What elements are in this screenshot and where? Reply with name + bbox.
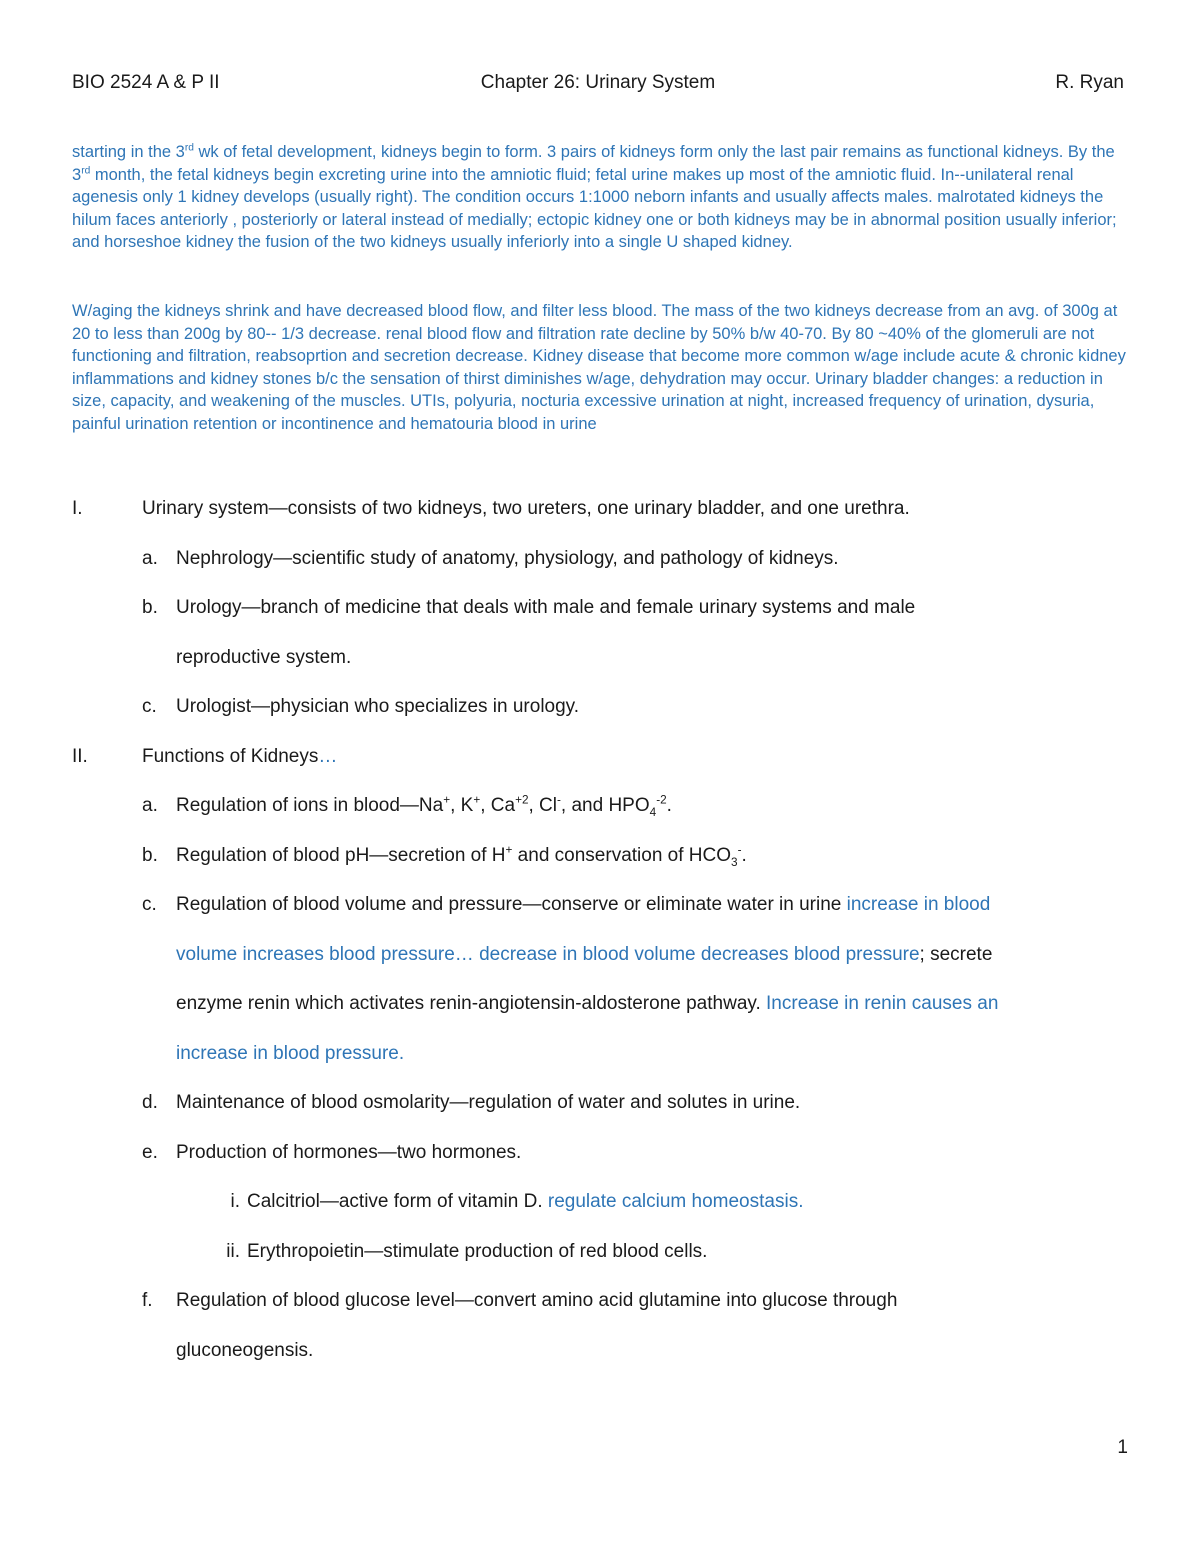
item-ion-regulation [72, 795, 1132, 845]
subitem-marker: ii. [226, 1240, 240, 1262]
item-text: gluconeogensis. [176, 1339, 314, 1361]
course-label: BIO 2524 A & P II [72, 72, 220, 93]
item-urology [72, 597, 1132, 647]
item-blood-volume-line4 [72, 1043, 1132, 1093]
item-marker: c. [142, 696, 157, 717]
subitem-calcitriol [72, 1191, 1132, 1241]
item-marker: c. [142, 894, 157, 915]
section-text: Functions of Kidneys… [142, 745, 338, 767]
item-marker: a. [142, 547, 158, 569]
outline [72, 498, 1132, 1389]
page-header [72, 72, 1124, 96]
item-text: Production of hormones—two hormones. [176, 1141, 522, 1163]
item-text: Regulation of blood volume and pressure—conserve or eliminate water in urine increase in blood [176, 894, 991, 915]
item-blood-volume-line2 [72, 944, 1132, 994]
subitem-text: Calcitriol—active form of vitamin D. regulate calcium homeostasis. [247, 1191, 804, 1212]
section-marker: I. [72, 498, 83, 519]
page-number: 1 [1117, 1437, 1128, 1458]
notes-aging: W/aging the kidneys shrink and have decreased blood flow, and filter less blood. The mass of the two kidneys decrease from an avg. of 300g at 20 to less than 200g by 80-- 1/3 decrease. renal blood flow and filtration rate decline by 50% b/w 40-70. By 80 ~40% of the glomeruli are not functioning and filtration, reabsoprtion and secretion decrease. Kidney disease that become more common w/age include acute & chronic kidney inflammations and kidney stones b/c the sensation of thirst diminishes w/age, dehydration may occur. Urinary bladder changes: a reduction in size, capacity, and weakening of the muscles. UTIs, polyuria, nocturia excessive urination at night, increased frequency of urination, dysuria, painful urination retention or incontinence and hematouria blood in urine [72, 302, 1126, 433]
subitem-marker: i. [230, 1191, 240, 1212]
item-marker: e. [142, 1141, 158, 1163]
item-text: Regulation of blood pH—secretion of H+ and conservation of $HCO_3^-$. [176, 843, 747, 869]
section-text: Urinary system—consists of two kidneys, two ureters, one urinary bladder, and one urethra. [142, 498, 910, 519]
item-text: Maintenance of blood osmolarity—regulation of water and solutes in urine. [176, 1092, 801, 1113]
item-text: increase in blood pressure. [176, 1042, 405, 1064]
item-hormones [72, 1142, 1132, 1192]
subitem-text: Erythropoietin—stimulate production of red blood cells. [247, 1240, 708, 1262]
item-text: reproductive system. [176, 646, 352, 668]
item-text: Urology—branch of medicine that deals with male and female urinary systems and male [176, 597, 916, 618]
subitem-erythropoietin [72, 1241, 1132, 1291]
section-functions-of-kidneys [72, 746, 1132, 796]
item-marker: a. [142, 795, 158, 816]
item-marker: b. [142, 844, 158, 866]
item-marker: b. [142, 597, 158, 618]
item-blood-volume [72, 894, 1132, 944]
item-text: Nephrology—scientific study of anatomy, physiology, and pathology of kidneys. [176, 547, 839, 569]
item-urologist [72, 696, 1132, 746]
item-marker: d. [142, 1092, 158, 1113]
item-nephrology [72, 548, 1132, 598]
author-name: R. Ryan [1055, 72, 1124, 93]
chapter-title: Chapter 26: Urinary System [480, 72, 716, 93]
item-text: enzyme renin which activates renin-angiotensin-aldosterone pathway. Increase in renin causes an [176, 993, 999, 1014]
item-marker: f. [142, 1290, 153, 1311]
item-blood-glucose-continued [72, 1340, 1132, 1390]
item-text: volume increases blood pressure… decrease in blood volume decreases blood pressure; secrete [176, 943, 993, 965]
section-marker: II. [72, 745, 88, 767]
item-osmolarity [72, 1092, 1132, 1142]
item-text: Regulation of blood glucose level—convert amino acid glutamine into glucose through [176, 1290, 898, 1311]
section-urinary-system [72, 498, 1132, 548]
item-text: Regulation of ions in blood—Na+, K+, $Ca^{+2}$, Cl-, and $HPO_4^{-2}$. [176, 793, 672, 819]
item-ph-regulation [72, 845, 1132, 895]
item-urology-continued [72, 647, 1132, 697]
item-blood-volume-line3 [72, 993, 1132, 1043]
item-text: Urologist—physician who specializes in urology. [176, 696, 580, 717]
notes-fetal-development: starting in the 3rd wk of fetal development, kidneys begin to form. 3 pairs of kidneys form only the last pair remains as functional kidneys. By the 3rd month, the fetal kidneys begin excreting urine into the amniotic fluid; fetal urine makes up most of the amniotic fluid. In--unilateral renal agenesis only 1 kidney develops (usually right). The condition occurs 1:1000 neborn infants and usually affects males. malrotated kidneys the hilum faces anteriorly , posteriorly or lateral instead of medially; ectopic kidney one or both kidneys may be in abnormal position usually inferior; and horseshoe kidney the fusion of the two kidneys usually inferiorly into a single U shaped kidney. [72, 142, 1117, 252]
item-blood-glucose [72, 1290, 1132, 1340]
